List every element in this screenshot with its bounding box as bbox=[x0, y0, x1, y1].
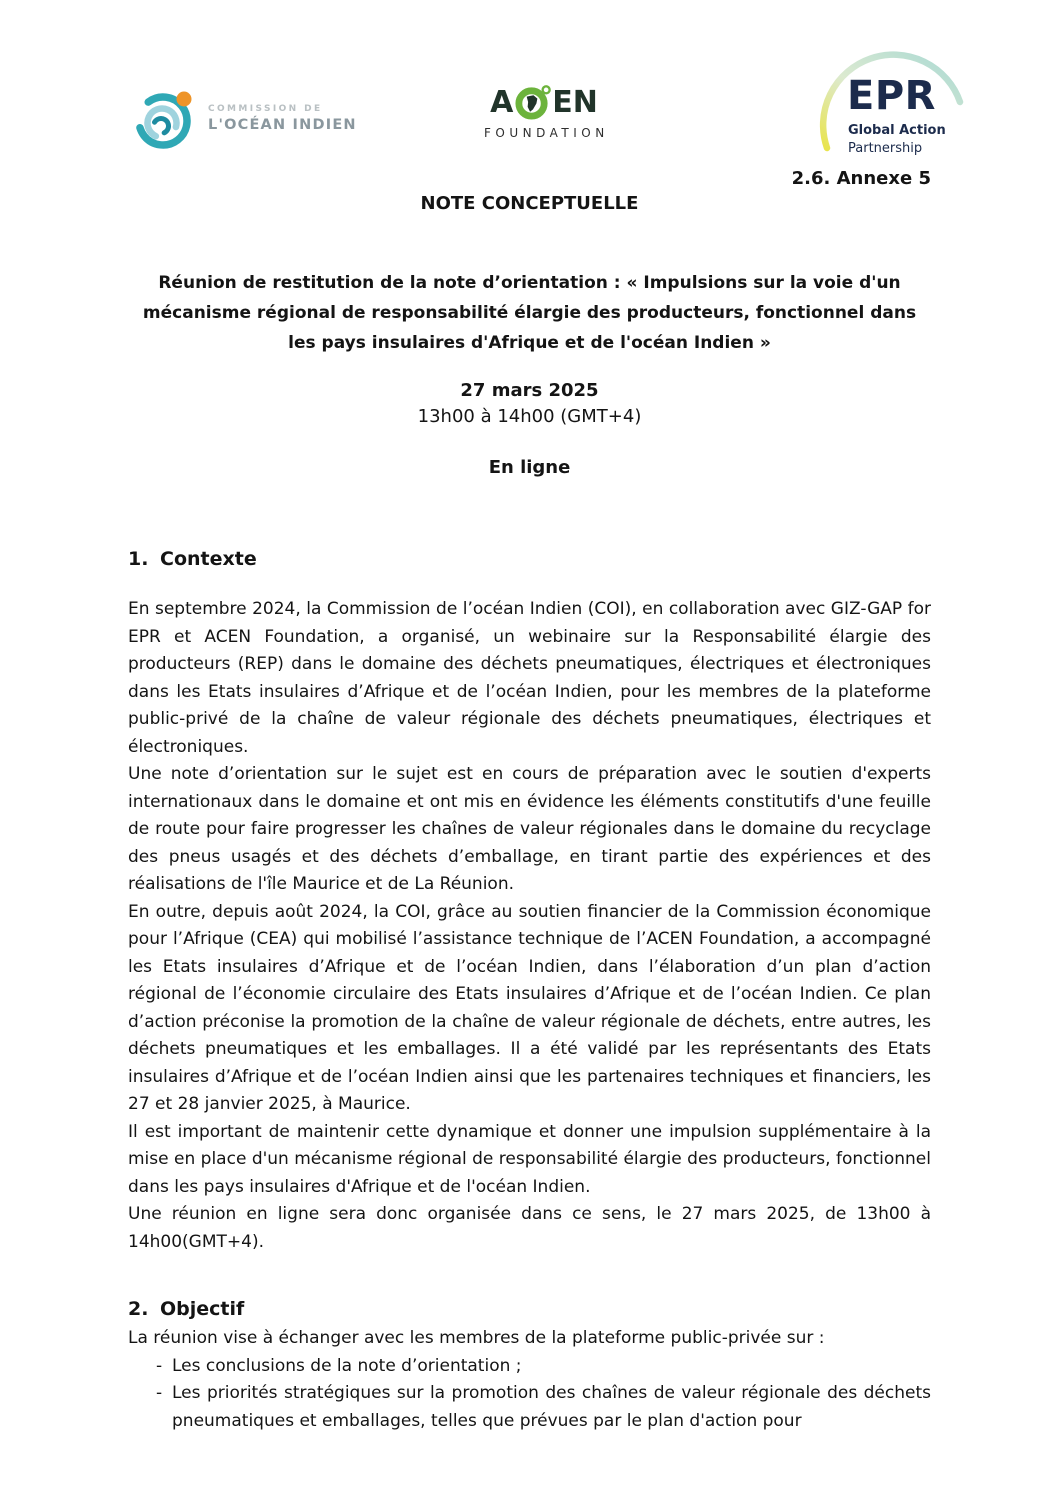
bullet-dash: - bbox=[156, 1355, 163, 1376]
epr-wordmark: EPR bbox=[847, 73, 936, 119]
paragraph: Une réunion en ligne sera donc organisée dans ce sens, le 27 mars 2025, de 13h00 à 14h00(GMT+4). bbox=[128, 1204, 931, 1252]
epr-subtitle-line2: Partnership bbox=[848, 141, 923, 156]
meeting-title-line1: Réunion de restitution de la note d’orientation : « Impulsions sur la voie d'un bbox=[158, 273, 901, 293]
meeting-mode: En ligne bbox=[488, 457, 571, 478]
section-1-number: 1. bbox=[128, 548, 149, 570]
acen-logo bbox=[484, 84, 609, 140]
coi-emblem-icon bbox=[130, 84, 198, 154]
section-2-number: 2. bbox=[128, 1298, 149, 1320]
acen-letters-en: EN bbox=[552, 84, 598, 120]
doc-type-title: NOTE CONCEPTUELLE bbox=[420, 193, 639, 214]
meeting-title-line2: mécanisme régional de responsabilité élargie des producteurs, fonctionnel dans bbox=[142, 303, 917, 323]
section-2-heading bbox=[128, 1298, 931, 1320]
paragraph: En septembre 2024, la Commission de l’océan Indien (COI), en collaboration avec GIZ-GAP for EPR et ACEN Foundation, a organisé, un webinaire sur la Responsabilité élargie des producteurs (REP) dans le domaine des déchets pneumatiques, électriques et électroniques dans les Etats insulaires d’Afrique et de l’océan Indien, pour les membres de la plateforme public-privé de la chaîne de valeur régionale des déchets pneumatiques, électriques et électroniques. bbox=[128, 599, 931, 757]
section-1-title: Contexte bbox=[160, 548, 257, 570]
annex-label: 2.6. Annexe 5 bbox=[791, 168, 931, 189]
epr-subtitle-line1: Global Action bbox=[848, 123, 946, 138]
acen-africa-globe-icon bbox=[514, 84, 551, 121]
epr-logo bbox=[814, 50, 974, 160]
acen-letter-a: A bbox=[490, 84, 514, 120]
meeting-date: 27 mars 2025 bbox=[460, 380, 599, 401]
coi-logo-line2: L'OCÉAN INDIEN bbox=[208, 116, 357, 133]
section-2-title: Objectif bbox=[160, 1298, 245, 1320]
paragraph: En outre, depuis août 2024, la COI, grâce au soutien financier de la Commission économique pour l’Afrique (CEA) qui mobilisé l’assistance technique de l’ACEN Foundation, a accompagné les Etats insulaires d’Afrique et de l’océan Indien, dans l’élaboration d’un plan d’action régional de l’économie circulaire des Etats insulaires d’Afrique et de l’océan Indien. Ce plan d’action préconise la promotion de la chaîne de valeur régionale de déchets, entre autres, les déchets pneumatiques et les emballages. Il a été validé par les représentants des Etats insulaires d’Afrique et de l’océan Indien ainsi que les partenaires techniques et financiers, les 27 et 28 janvier 2025, à Maurice. bbox=[128, 901, 931, 1114]
paragraph: Une note d’orientation sur le sujet est en cours de préparation avec le soutien d'experts internationaux dans le domaine et ont mis en évidence les éléments constitutifs d'une feuille de route pour faire progresser les chaînes de valeur régionales dans le domaine du recyclage des pneus usagés et des déchets d’emballage, en tirant partie des expériences et des réalisations de l'île Maurice et de La Réunion. bbox=[128, 764, 931, 894]
meeting-title bbox=[128, 268, 931, 358]
section-2-intro: La réunion vise à échanger avec les membres de la plateforme public-privée sur : bbox=[128, 1328, 825, 1348]
coi-logo bbox=[130, 84, 357, 154]
coi-logo-line1: COMMISSION DE bbox=[208, 104, 323, 115]
paragraph: Il est important de maintenir cette dynamique et donner une impulsion supplémentaire à la mise en place d'un mécanisme régional de responsabilité élargie des producteurs, fonctionnel dans les pays insulaires d'Afrique et de l'océan Indien. bbox=[128, 1121, 931, 1197]
acen-wordmark bbox=[484, 84, 604, 121]
coi-orange-dot-icon bbox=[177, 92, 192, 107]
bullet-text: Les conclusions de la note d’orientation ; bbox=[172, 1355, 522, 1376]
meeting-title-line3: les pays insulaires d'Afrique et de l'océan Indien » bbox=[288, 333, 771, 353]
acen-foundation-label: FOUNDATION bbox=[484, 126, 609, 140]
bullet-dash: - bbox=[156, 1383, 163, 1403]
bullet-text: Les priorités stratégiques sur la promotion des chaînes de valeur régionale des déchets pneumatiques et emballages, telles que prévues par le plan d'action pour bbox=[172, 1383, 931, 1431]
list-item bbox=[128, 1353, 931, 1381]
coi-logo-text bbox=[208, 104, 357, 133]
meeting-time: 13h00 à 14h00 (GMT+4) bbox=[417, 406, 642, 427]
section-1-heading bbox=[128, 548, 931, 570]
list-item bbox=[128, 1380, 931, 1435]
document-content bbox=[128, 168, 931, 1435]
